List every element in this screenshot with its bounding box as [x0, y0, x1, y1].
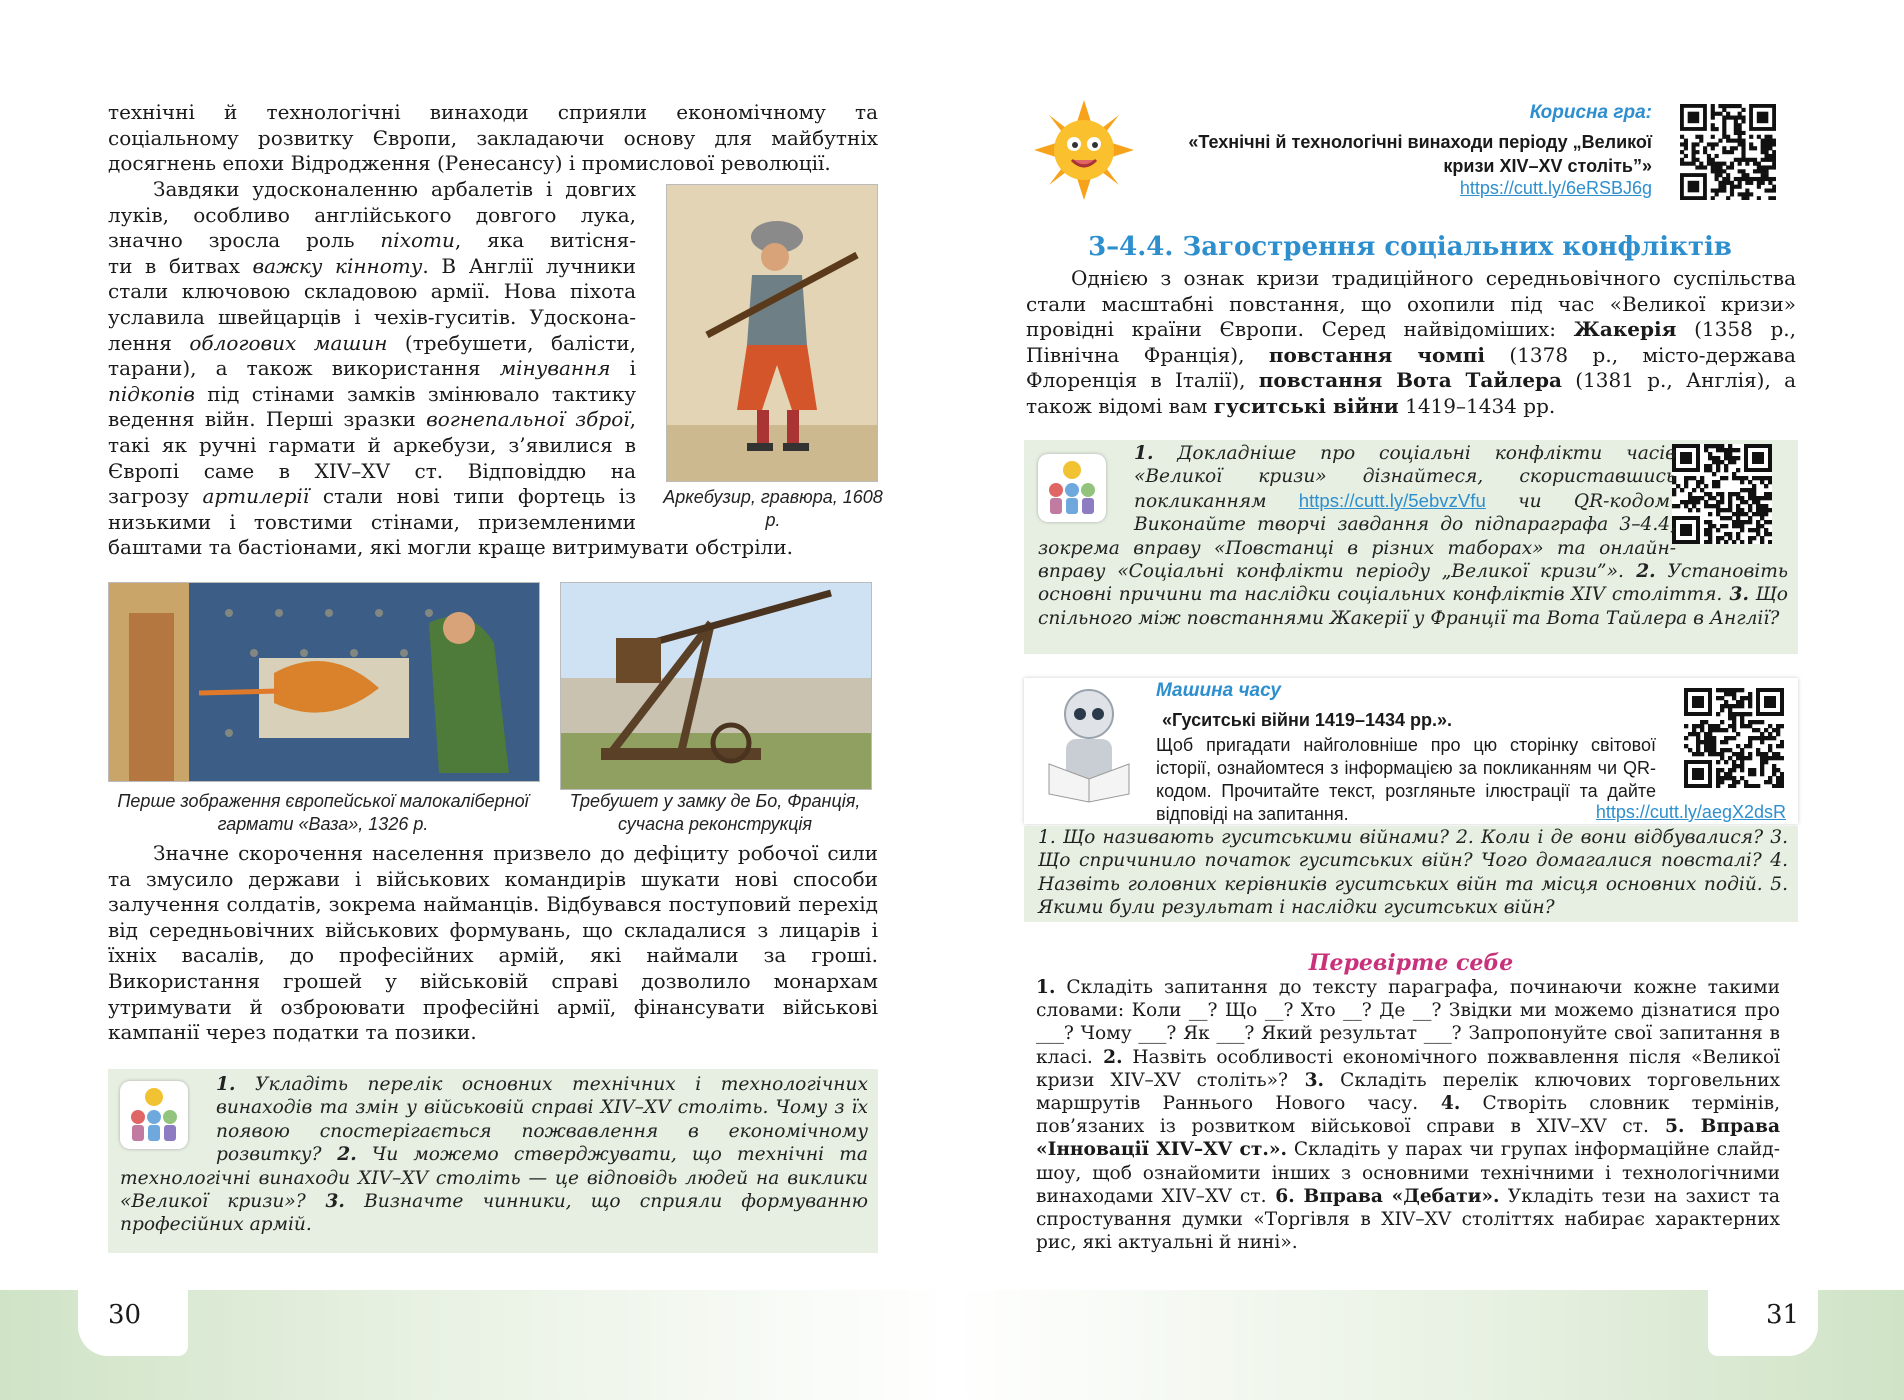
paragraph-line: Європі саме в XIV–XV ст. Відповіддю на [108, 458, 636, 483]
time-machine-qr-code[interactable] [1684, 688, 1784, 788]
right-footer-band [952, 1290, 1904, 1400]
time-machine-label: Машина часу [1156, 680, 1281, 701]
right-task-box-1 [1024, 440, 1798, 654]
paragraph-line: лення облогових машин (требушети, балісти, [108, 330, 636, 355]
paragraph-line: ведення війн. Перші зразки вогнепальної зброї, [108, 407, 636, 432]
vase-cannon-illustration [109, 583, 539, 781]
paragraph-line: стали ключовою складовою армії. Нова піхота [108, 279, 636, 304]
left-paragraph-1: технічні й технологічні винаходи сприяли економічному та соціальному розвитку Європи, закладаючи основу для майбутніх досягнень епохи Відродження (Ренесансу) і промислової революції. [108, 100, 878, 176]
arquebusier-illustration [667, 185, 877, 481]
paragraph-line: такі як ручні гармати й аркебузи, з’явилися в [108, 432, 636, 457]
useful-game-title: «Технічні й технологічні винаходи періоду „Великої кризи XIV–XV століть”» [1188, 132, 1652, 176]
sun-mascot-icon [1034, 100, 1134, 200]
trebuchet-illustration [561, 583, 871, 789]
robot-reading-icon [1034, 684, 1144, 804]
paragraph-line: луків, особливо англійського довгого лука, [108, 202, 636, 227]
time-machine-title: «Гуситські війни 1419–1434 рр.». [1162, 710, 1453, 730]
right-task-1-text: 1. Докладніше про соціальні конфлікти часів «Великої кризи» дізнайтеся, скориставшись покликанням https://cutt.ly/5ebvzVfu чи QR-кодом. Виконайте творчі завдання до підпараграфа 3–4.4, зокрема вправу «Повстанці в різних таборах» та онлайн-вправу «Соціальні конфлікти періоду „Великої кризи”». 2. Установіть основні причини та наслідки соціальних конфліктів XIV століття. 3. Що спільного між повстаннями Жакерії у Франції та Вота Тайлера в Англії? [1038, 443, 1789, 629]
left-paragraph-2 [108, 177, 636, 535]
time-machine-questions-box [1024, 826, 1798, 922]
paragraph-line: Завдяки удосконаленню арбалетів і довгих [153, 177, 636, 201]
paragraph-line: ти в битвах важку кінноту. В Англії лучники [108, 253, 637, 278]
section-title: 3–4.4. Загострення соціальних конфліктів [1088, 232, 1732, 262]
check-yourself-title: Перевірте себе [1308, 950, 1514, 976]
paragraph-line: загрозу артилерії стали нові типи фортець із [108, 484, 637, 509]
paragraph-line: підкопів під стінами замків змінювало тактику [108, 381, 636, 406]
left-paragraph-3: Значне скорочення населення призвело до дефіциту робочої сили та змусило держави і військових командирів шукати нові способи залучення солдатів, зокрема найманців. Відбувався поступовий перехід від середньовічних військових формувань, що складалися з лицарів і їхніх васалів, до професійних армій, які наймали за гроші. Використання грошей у військовій справі дозволило монархам утримувати й озброювати професійні армії, фінансувати військові кампанії через податки та позики. [108, 841, 878, 1045]
useful-game-link[interactable]: https://cutt.ly/6eRSBJ6g [1459, 178, 1652, 198]
trebuchet-photo [560, 582, 872, 790]
time-machine-link[interactable]: https://cutt.ly/aegX2dsR [1595, 802, 1786, 822]
paragraph-line: низькими і товстими стінами, приземленими [108, 509, 636, 534]
left-task-box [108, 1069, 878, 1253]
game-qr-code[interactable] [1680, 104, 1776, 200]
social-conflicts-link[interactable]: https://cutt.ly/5ebvzVfu [1298, 489, 1486, 511]
section-intro: Однією з ознак кризи традиційного середньовічного суспільства стали масштабні повстання, що охопили під час «Великої кризи» провідні країни Європи. Серед найвідоміших: Жакерія (1358 р., Північна Франція), повстання чомпі (1378 р., місто-держава Флоренція в Італії), повстання Вота Тайлера (1381 р., Англія), а також відомі вам гуситські війни 1419–1434 рр. [1026, 266, 1797, 418]
paragraph-line: тарани), а також використання мінування і [108, 356, 636, 381]
vase-cannon-miniature [108, 582, 540, 782]
paragraph-line: уславила швейцарців і чехів-гуситів. Удоскона- [108, 304, 636, 329]
arquebusier-caption: Аркебузир, гравюра, 1608 р. [663, 487, 883, 530]
time-machine-questions: 1. Що називають гуситськими війнами? 2. Коли і де вони відбувалися? 3. Що спричинило початок гуситських війн? Чого домагалися повсталі? 4. Назвіть головних керівників гуситських війн та місця основних подій. 5. Якими були результат і наслідки гуситських війн? [1038, 827, 1788, 919]
left-task-text: 1. Укладіть перелік основних технічних і технологічних винаходів та змін у військовій справі XIV–XV століть. Чому з їх появою спостерігається пожвавлення в економічному розвитку? 2. Чи можемо стверджувати, що технічні та технологічні винаходи XIV–XV століть — це відповідь людей на виклики «Великої кризи»? 3. Визначте чинники, що сприяли формуванню професійних армій. [120, 1074, 868, 1236]
time-machine-box [1024, 678, 1798, 824]
vase-cannon-caption: Перше зображення європейської малокаліберної гармати «Ваза», 1326 р. [117, 791, 529, 834]
right-page-number: 31 [1766, 1300, 1800, 1330]
left-paragraph-2-end: баштами та бастіонами, які могли краще витримувати обстріли. [108, 535, 793, 559]
useful-game-label: Корисна гра: [1529, 102, 1652, 123]
time-machine-text: Щоб пригадати найголовніше про цю сторінку світової історії, ознайомтеся з інформацією за покликанням чи QR-кодом. Прочитайте текст, розгляньте ілюстрації та дайте відповіді на запитання. [1156, 735, 1656, 824]
arquebusier-engraving [666, 184, 878, 482]
left-footer-band [0, 1290, 952, 1400]
left-page-number: 30 [108, 1300, 142, 1330]
paragraph-line: значно зросла роль піхоти, яка витісня- [108, 228, 636, 253]
right-page-tab [1708, 1290, 1818, 1356]
check-yourself-text: 1. Складіть запитання до тексту параграфа, починаючи кожне такими словами: Коли __? Що __? Хто __? Де __? Звідки ми можемо дізнатися про ___? Чому ___? Як ___? Який результат ___? Запропонуйте свої запитання в класі. 2. Назвіть особливості економічного пожвавлення після «Великої кризи XIV–XV століть»? 3. Складіть перелік ключових торговельних маршрутів Раннього Нового часу. 4. Створіть словник термінів, пов’язаних із розвитком військової справи в XIV–XV ст. 5. Вправа «Інновації XIV–XV ст.». Складіть у парах чи групах інформаційне слайд-шоу, щоб ознайомити інших з основними технічними і технологічними винаходами XIV–XV ст. 6. Вправа «Дебати». Укладіть тези на захист та спростування думки «Торгівля в XIV–XV століттях набирає характерних рис, які актуальні й нині». [1036, 977, 1781, 1254]
trebuchet-caption: Требушет у замку де Бо, Франція, сучасна реконструкція [569, 791, 861, 834]
